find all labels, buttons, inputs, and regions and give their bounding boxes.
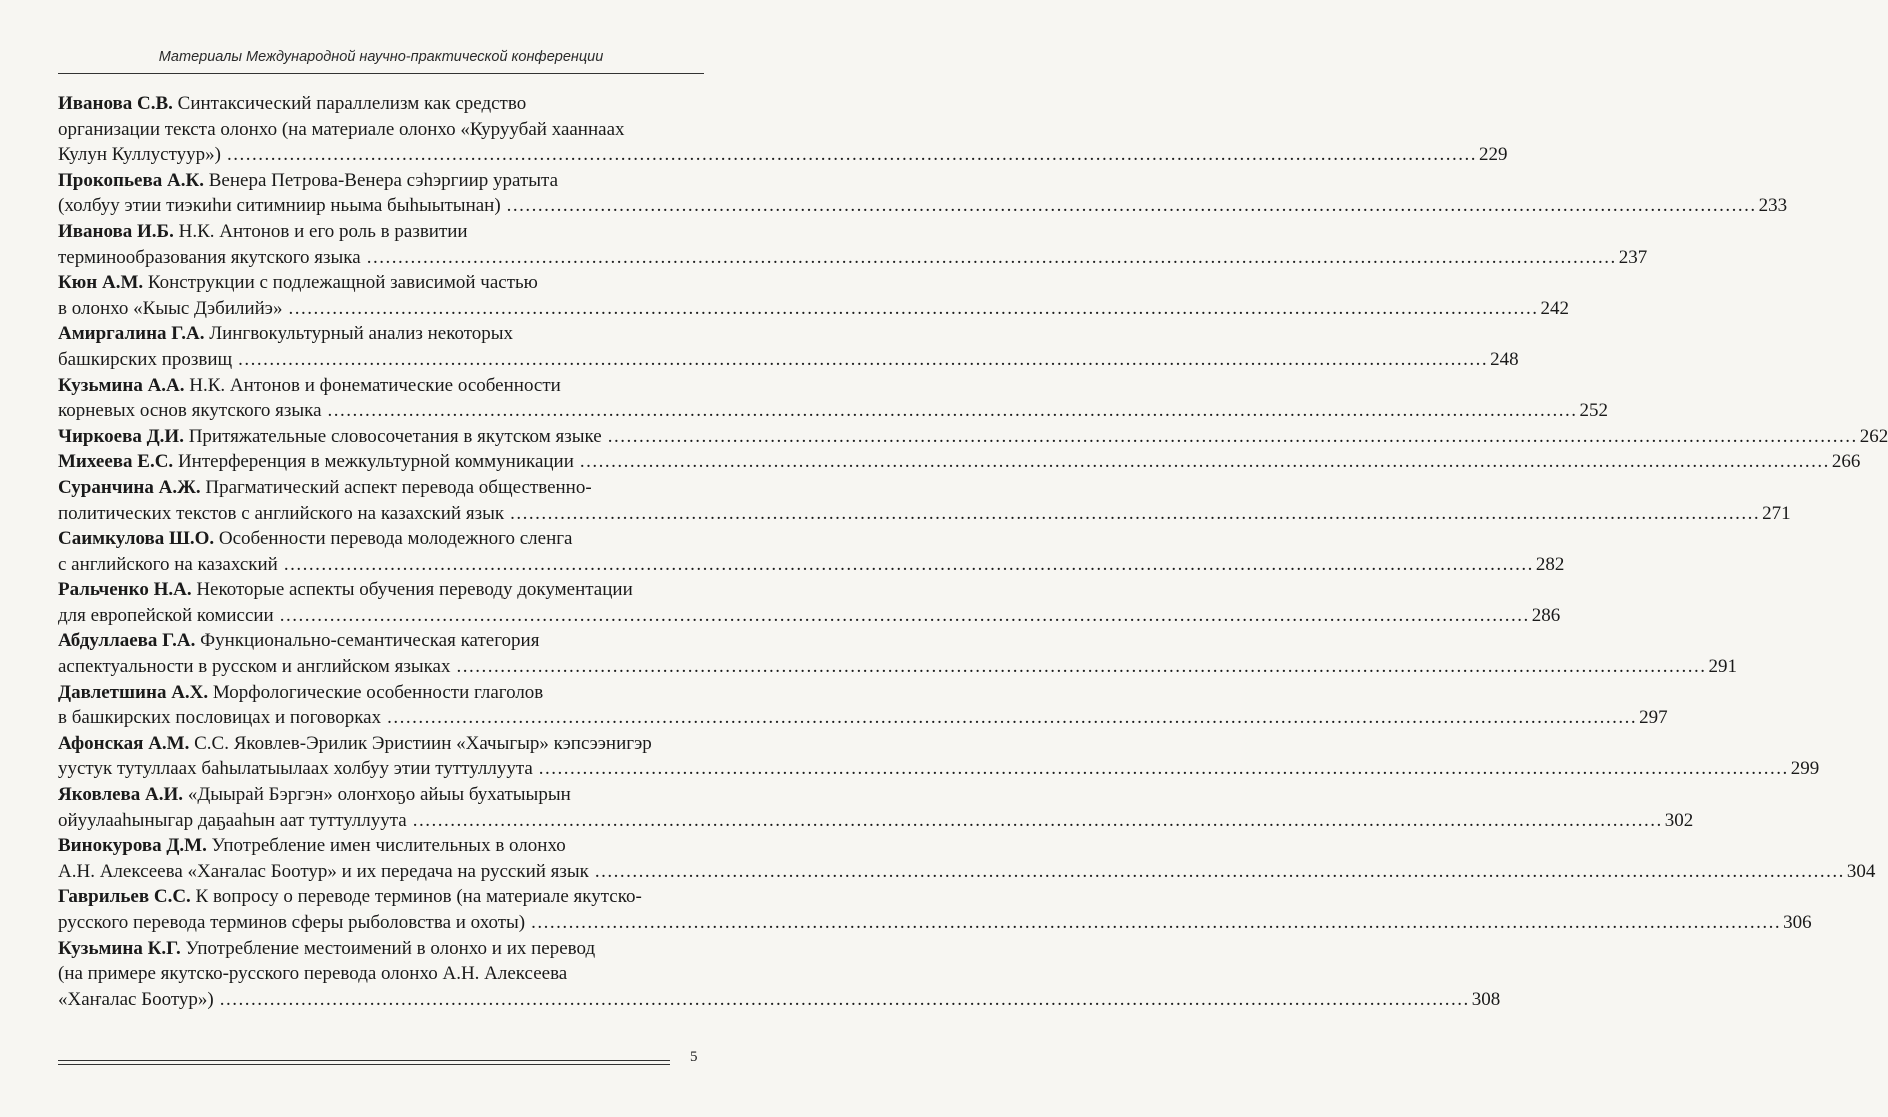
toc-entry-line — [58, 270, 704, 296]
toc-entry-line — [58, 117, 704, 143]
toc-title-text: для европейской комиссии — [58, 604, 274, 626]
table-of-contents — [58, 91, 1888, 1012]
toc-entry — [58, 219, 1648, 270]
toc-title-text: организации текста олонхо (на материале олонхо «Куруубай хааннаах — [58, 118, 625, 140]
dot-leader: ........................................................................................................................................................................................................ — [531, 912, 1782, 933]
toc-title-text: Употребление местоимений в олонхо и их перевод — [185, 937, 596, 959]
toc-entry — [58, 475, 1791, 526]
toc-title-text: ойуулааһыныгар даҕааһын аат туттуллуута — [58, 809, 407, 831]
toc-title-text: Конструкции с подлежащной зависимой частью — [147, 272, 538, 294]
toc-page-number: 262 — [1859, 425, 1888, 447]
toc-entry-line — [58, 347, 1519, 373]
toc-title-text: (холбуу этии тиэкиһи ситимниир ньыма быһыытынан) — [58, 195, 501, 217]
toc-entry-line — [58, 654, 1737, 680]
toc-title-text: «Хаҥалас Боотур») — [58, 988, 214, 1010]
toc-author: Кюн А.М. — [58, 272, 144, 294]
toc-entry-line — [58, 961, 704, 987]
toc-title-text: Венера Петрова-Венера сэһэргиир уратыта — [208, 169, 559, 191]
dot-leader: ........................................................................................................................................................................................................ — [288, 297, 1539, 319]
toc-entry — [58, 936, 1501, 1013]
toc-author: Гаврильев С.С. — [58, 886, 191, 908]
toc-author: Афонская А.М. — [58, 732, 190, 754]
toc-entry-line — [58, 168, 704, 194]
toc-entry-line — [58, 475, 704, 501]
dot-leader: ........................................................................................................................................................................................................ — [366, 246, 1617, 268]
toc-title-text: Функционально-семантическая категория — [200, 630, 540, 652]
page-number: 5 — [690, 1049, 698, 1065]
toc-author: Прокопьева А.К. — [58, 169, 204, 191]
toc-entry — [58, 526, 1565, 577]
toc-author: Михеева Е.С. — [58, 451, 174, 473]
toc-entry-line — [58, 526, 704, 552]
toc-title-text: Морфологические особенности глаголов — [212, 681, 544, 703]
toc-author: Кузьмина А.А. — [58, 374, 185, 396]
toc-title-text: Синтаксический параллелизм как средство — [177, 93, 527, 114]
toc-title-text: в олонхо «Кыыс Дэбилийэ» — [58, 297, 283, 319]
toc-page-number: 297 — [1639, 707, 1668, 729]
toc-title-text: А.Н. Алексеева «Хаҥалас Боотур» и их передача на русский язык — [58, 860, 589, 882]
toc-author: Кузьмина К.Г. — [58, 937, 181, 959]
toc-entry-line — [58, 219, 704, 245]
toc-entry-line — [58, 321, 704, 347]
dot-leader: ........................................................................................................................................................................................................ — [283, 553, 1534, 575]
toc-page-number: 308 — [1471, 988, 1501, 1010]
toc-entry — [58, 577, 1561, 628]
toc-page-number: 248 — [1490, 348, 1519, 370]
toc-title-text: Употребление имен числительных в олонхо — [211, 835, 566, 857]
toc-entry-line — [58, 782, 704, 808]
toc-title-text: корневых основ якутского языка — [58, 400, 322, 422]
toc-title-text: башкирских прозвищ — [58, 348, 233, 370]
toc-page-number: 271 — [1762, 502, 1791, 524]
dot-leader: ........................................................................................................................................................................................................ — [219, 988, 1470, 1010]
toc-author: Иванова И.Б. — [58, 220, 174, 242]
toc-title-text: Лингвокультурный анализ некоторых — [209, 323, 514, 345]
toc-page-number: 252 — [1579, 400, 1609, 422]
toc-entry-line — [58, 577, 704, 603]
toc-entry-line — [58, 910, 1812, 936]
toc-author: Саимкулова Ш.О. — [58, 528, 215, 550]
toc-entry — [58, 782, 1694, 833]
toc-title-text: уустук тутуллаах баһылатыылаах холбуу этии туттуллуута — [58, 758, 533, 780]
toc-entry-line — [58, 398, 1609, 424]
dot-leader: ........................................................................................................................................................................................................ — [238, 348, 1489, 370]
toc-entry — [58, 424, 1888, 450]
toc-entry-line — [58, 245, 1648, 271]
toc-author: Яковлева А.И. — [58, 784, 184, 806]
toc-author: Чиркоева Д.И. — [58, 425, 184, 447]
toc-entry-line — [58, 987, 1501, 1013]
toc-author: Винокурова Д.М. — [58, 835, 207, 857]
toc-entry-line — [58, 193, 1788, 219]
toc-entry — [58, 628, 1737, 679]
toc-title-text: Некоторые аспекты обучения переводу документации — [196, 579, 633, 601]
toc-title-text: с английского на казахский — [58, 553, 278, 575]
dot-leader: ........................................................................................................................................................................................................ — [412, 809, 1663, 831]
toc-title-text: Притяжательные словосочетания в якутском языке — [188, 425, 602, 447]
toc-page-number: 302 — [1664, 809, 1694, 831]
toc-entry-line — [58, 142, 1508, 168]
dot-leader: ........................................................................................................................................................................................................ — [456, 656, 1707, 678]
dot-leader: ........................................................................................................................................................................................................ — [594, 860, 1845, 882]
toc-page-number: 304 — [1846, 860, 1876, 882]
toc-entry — [58, 168, 1788, 219]
toc-author: Иванова С.В. — [58, 93, 173, 114]
toc-page-number: 242 — [1540, 297, 1569, 319]
toc-entry-line — [58, 91, 704, 117]
toc-entry-line — [58, 552, 1565, 578]
dot-leader: ........................................................................................................................................................................................................ — [387, 707, 1638, 729]
toc-page-number: 299 — [1790, 758, 1820, 780]
running-header: Материалы Международной научно-практической конференции — [158, 49, 604, 65]
toc-page-number: 266 — [1831, 451, 1861, 473]
toc-entry-line — [58, 603, 1561, 629]
dot-leader: ........................................................................................................................................................................................................ — [579, 451, 1830, 473]
toc-author: Абдуллаева Г.А. — [58, 630, 196, 652]
toc-title-text: Интерференция в межкультурной коммуникации — [177, 451, 574, 473]
toc-page-number: 229 — [1479, 144, 1508, 166]
toc-title-text: К вопросу о переводе терминов (на материале якутско- — [195, 886, 642, 908]
dot-leader: ........................................................................................................................................................................................................ — [510, 502, 1761, 524]
toc-entry — [58, 373, 1609, 424]
dot-leader: ........................................................................................................................................................................................................ — [279, 604, 1530, 626]
toc-page-number: 233 — [1758, 195, 1788, 217]
toc-entry-line — [58, 449, 1861, 475]
toc-entry-line — [58, 859, 1876, 885]
toc-entry-line — [58, 424, 1888, 450]
footer-divider-bottom — [58, 1064, 670, 1065]
toc-title-text: Кулун Куллустуур») — [58, 144, 221, 166]
toc-author: Давлетшина А.Х. — [58, 681, 209, 703]
toc-entry-line — [58, 628, 704, 654]
toc-author: Суранчина А.Ж. — [58, 476, 201, 498]
toc-entry-line — [58, 731, 704, 757]
dot-leader: ........................................................................................................................................................................................................ — [327, 400, 1578, 422]
toc-entry-line — [58, 680, 704, 706]
toc-title-text: русского перевода терминов сферы рыболовства и охоты) — [58, 912, 526, 933]
toc-entry-line — [58, 373, 704, 399]
toc-entry — [58, 270, 1569, 321]
toc-entry — [58, 449, 1861, 475]
toc-title-text: (на примере якутско-русского перевода олонхо А.Н. Алексеева — [58, 963, 568, 985]
dot-leader: ........................................................................................................................................................................................................ — [538, 758, 1789, 780]
toc-author: Ральченко Н.А. — [58, 579, 192, 601]
toc-title-text: С.С. Яковлев-Эрилик Эристиин «Хачыгыр» кэпсээнигэр — [194, 732, 652, 754]
toc-author: Амиргалина Г.А. — [58, 323, 205, 345]
toc-entry-line — [58, 833, 704, 859]
toc-entry-line — [58, 936, 704, 962]
toc-page-number: 286 — [1531, 604, 1561, 626]
toc-title-text: Н.К. Антонов и фонематические особенности — [189, 374, 561, 396]
toc-entry — [58, 884, 1812, 935]
toc-entry — [58, 91, 1508, 168]
dot-leader: ........................................................................................................................................................................................................ — [607, 425, 1858, 447]
toc-page-number: 306 — [1783, 912, 1812, 933]
toc-entry-line — [58, 501, 1791, 527]
toc-entry-line — [58, 808, 1694, 834]
toc-title-text: Прагматический аспект перевода общественно- — [205, 476, 592, 498]
footer-divider-top — [58, 1060, 670, 1061]
toc-title-text: политических текстов с английского на казахский язык — [58, 502, 505, 524]
toc-title-text: терминообразования якутского языка — [58, 246, 361, 268]
toc-entry — [58, 833, 1876, 884]
toc-title-text: Особенности перевода молодежного сленга — [218, 528, 573, 550]
toc-page-number: 291 — [1708, 656, 1737, 678]
header-divider — [58, 73, 704, 74]
toc-entry-line — [58, 296, 1569, 322]
dot-leader: ........................................................................................................................................................................................................ — [506, 195, 1757, 217]
toc-title-text: Н.К. Антонов и его роль в развитии — [178, 220, 468, 242]
toc-entry — [58, 680, 1668, 731]
toc-entry — [58, 731, 1820, 782]
toc-title-text: в башкирских пословицах и поговорках — [58, 707, 382, 729]
toc-page-number: 282 — [1535, 553, 1565, 575]
toc-title-text: «Дыырай Бэргэн» олоҥхоҕо айыы бухатыырын — [187, 784, 571, 806]
toc-title-text: аспектуальности в русском и английском языках — [58, 656, 451, 678]
toc-entry — [58, 321, 1519, 372]
toc-entry-line — [58, 884, 704, 910]
toc-entry-line — [58, 756, 1820, 782]
toc-page-number: 237 — [1618, 246, 1648, 268]
dot-leader: ........................................................................................................................................................................................................ — [227, 144, 1477, 166]
toc-entry-line — [58, 705, 1668, 731]
